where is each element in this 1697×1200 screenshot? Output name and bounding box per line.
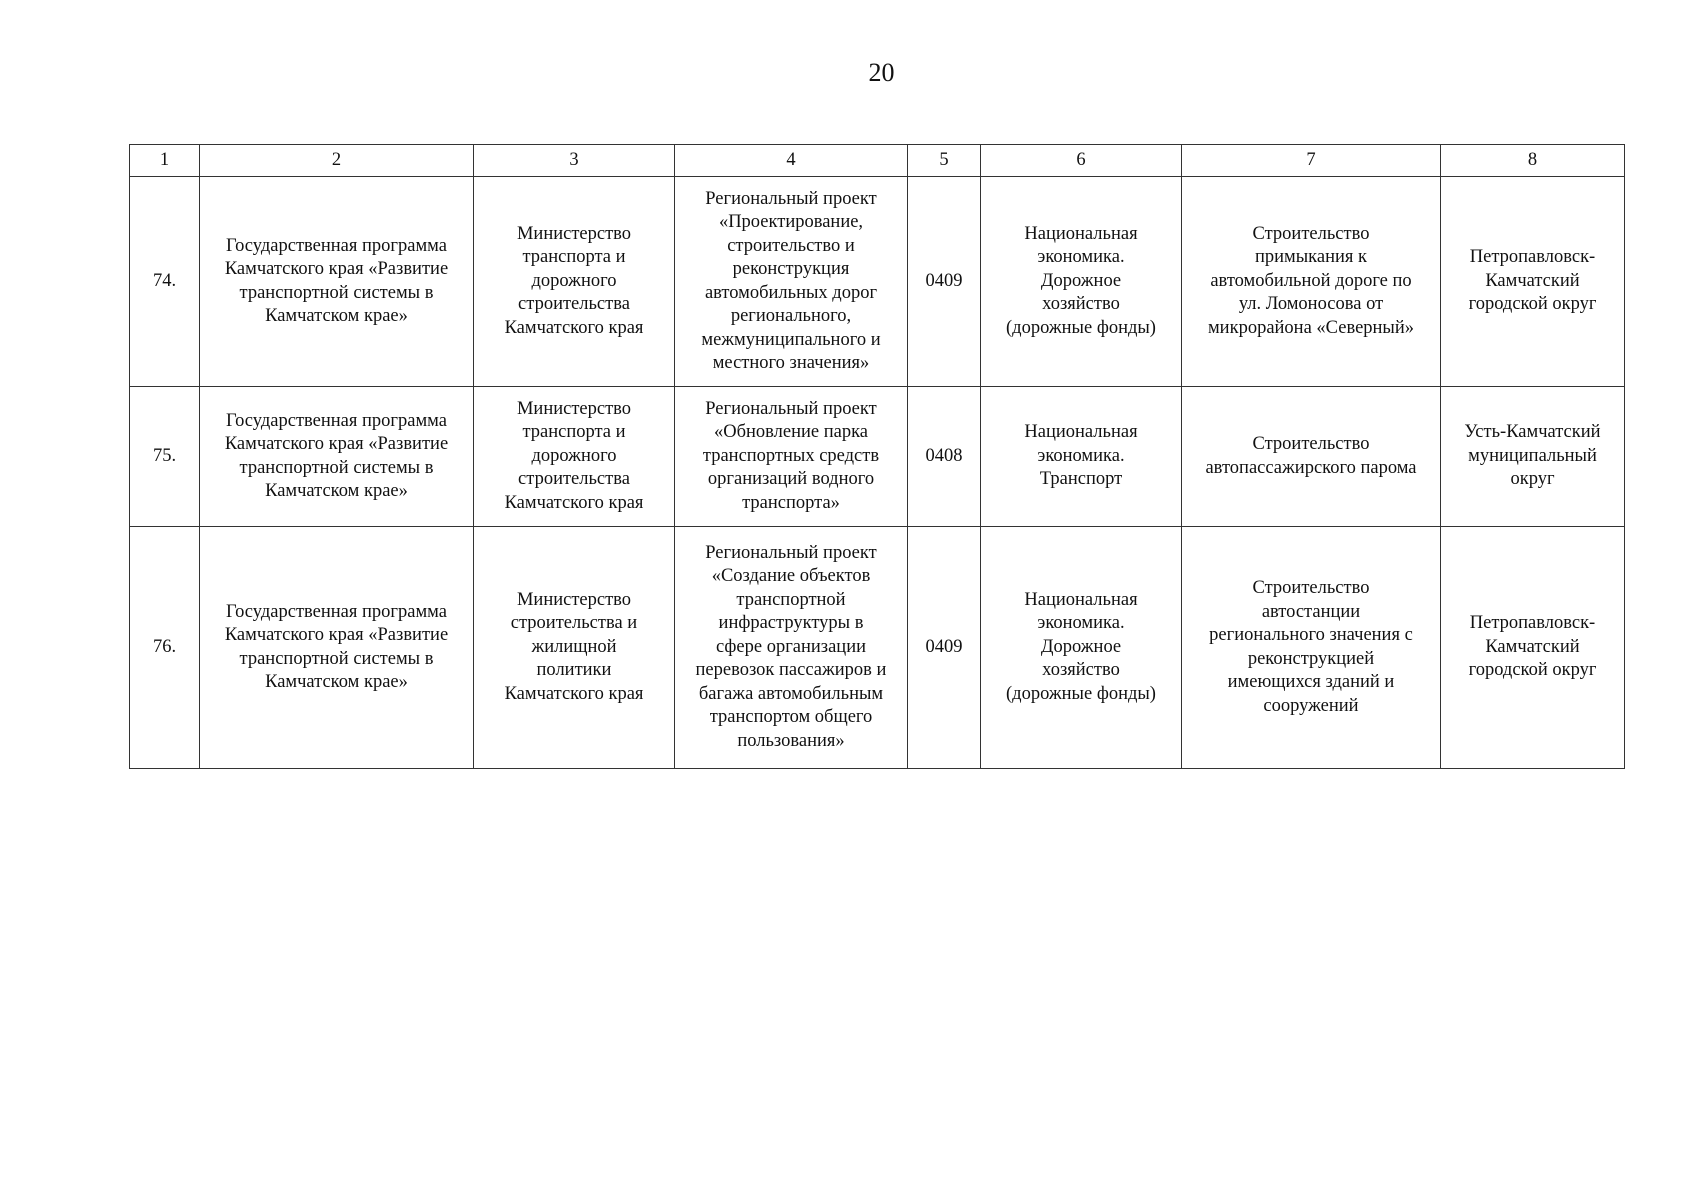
agency-cell: Министерство строительства и жилищной политики Камчатского края	[474, 527, 675, 769]
object-cell: Строительство примыкания к автомобильной дороге по ул. Ломоносова от микрорайона «Северный»	[1182, 177, 1441, 387]
project-cell: Региональный проект «Обновление парка транспортных средств организаций водного транспорта»	[675, 387, 908, 527]
column-header-8: 8	[1441, 145, 1625, 177]
row-number: 76.	[130, 527, 200, 769]
code-cell: 0408	[908, 387, 981, 527]
column-header-3: 3	[474, 145, 675, 177]
code-cell: 0409	[908, 177, 981, 387]
program-cell: Государственная программа Камчатского края «Развитие транспортной системы в Камчатском крае»	[200, 527, 474, 769]
code-cell: 0409	[908, 527, 981, 769]
section-cell: Национальная экономика. Дорожное хозяйство (дорожные фонды)	[981, 527, 1182, 769]
program-cell: Государственная программа Камчатского края «Развитие транспортной системы в Камчатском крае»	[200, 177, 474, 387]
location-cell: Петропавловск- Камчатский городской округ	[1441, 177, 1625, 387]
location-cell: Усть-Камчатский муниципальный округ	[1441, 387, 1625, 527]
column-header-5: 5	[908, 145, 981, 177]
table-row	[130, 177, 1625, 387]
agency-cell: Министерство транспорта и дорожного строительства Камчатского края	[474, 177, 675, 387]
table-row	[130, 387, 1625, 527]
column-header-7: 7	[1182, 145, 1441, 177]
program-cell: Государственная программа Камчатского края «Развитие транспортной системы в Камчатском крае»	[200, 387, 474, 527]
project-cell: Региональный проект «Создание объектов транспортной инфраструктуры в сфере организации перевозок пассажиров и багажа автомобильным транспортом общего пользования»	[675, 527, 908, 769]
location-cell: Петропавловск- Камчатский городской округ	[1441, 527, 1625, 769]
column-header-4: 4	[675, 145, 908, 177]
row-number: 75.	[130, 387, 200, 527]
project-cell: Региональный проект «Проектирование, строительство и реконструкция автомобильных дорог регионального, межмуниципального и местного значения»	[675, 177, 908, 387]
column-header-6: 6	[981, 145, 1182, 177]
section-cell: Национальная экономика. Транспорт	[981, 387, 1182, 527]
page-number: 20	[868, 58, 895, 87]
column-header-1: 1	[130, 145, 200, 177]
object-cell: Строительство автостанции регионального значения с реконструкцией имеющихся зданий и сооружений	[1182, 527, 1441, 769]
column-header-2: 2	[200, 145, 474, 177]
section-cell: Национальная экономика. Дорожное хозяйство (дорожные фонды)	[981, 177, 1182, 387]
row-number: 74.	[130, 177, 200, 387]
table-row	[130, 527, 1625, 769]
header-row	[130, 145, 1625, 177]
agency-cell: Министерство транспорта и дорожного строительства Камчатского края	[474, 387, 675, 527]
projects-table	[129, 144, 1625, 769]
object-cell: Строительство автопассажирского парома	[1182, 387, 1441, 527]
